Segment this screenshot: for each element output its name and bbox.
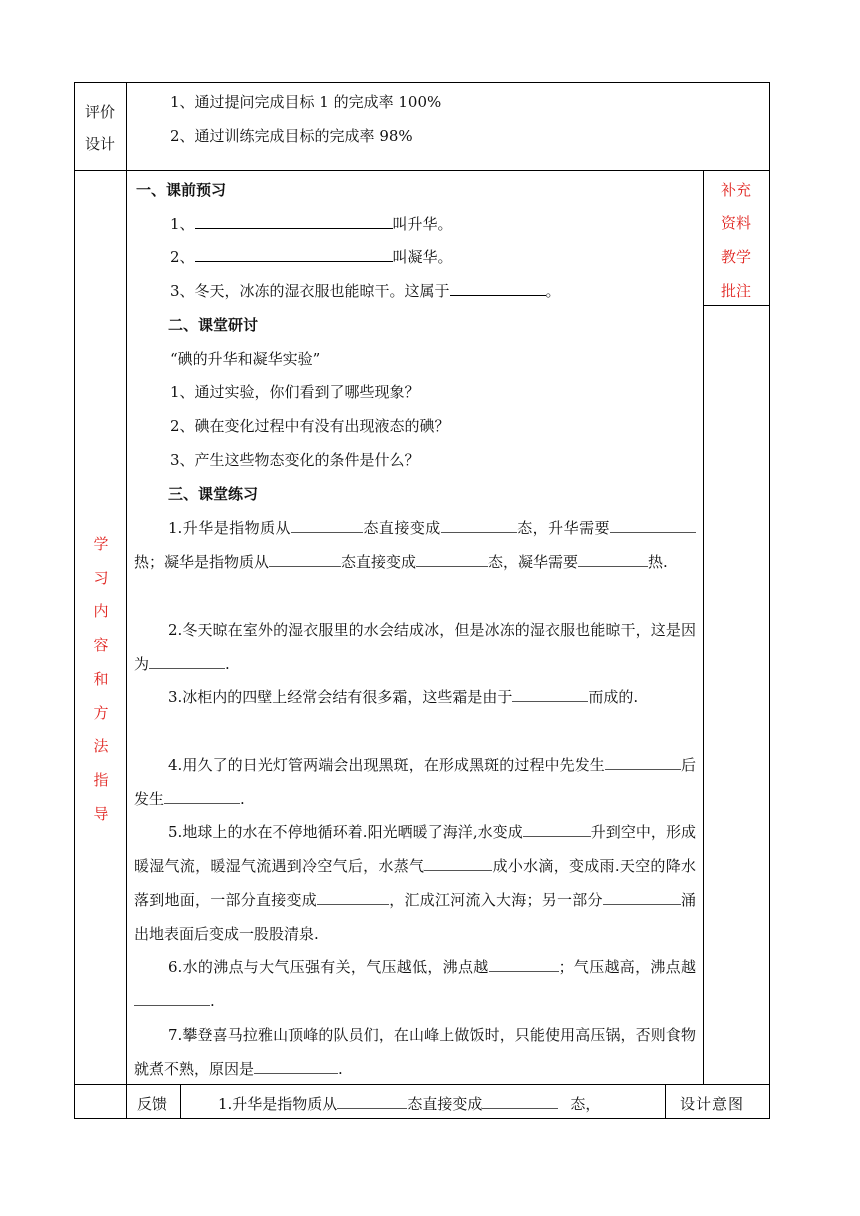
exercise-7: 7.攀登喜马拉雅山顶峰的队员们，在山峰上做饭时，只能使用高压锅，否则食物就煮不熟，原因是 . (134, 1026, 696, 1078)
notes-label-annotation: 批注 (721, 282, 752, 300)
answer-blank[interactable] (603, 888, 681, 905)
side-label-char: 习 (93, 569, 109, 587)
answer-blank[interactable] (291, 516, 363, 533)
section2-heading: 二、课堂研讨 (168, 316, 259, 334)
answer-blank[interactable] (149, 652, 225, 669)
preview-q2: 2、 叫凝华。 (170, 248, 453, 266)
answer-blank[interactable] (441, 516, 517, 533)
feedback-label: 反馈 (137, 1095, 168, 1113)
answer-blank[interactable] (610, 516, 696, 533)
feedback-text: 1.升华是指物质从 态直接变成 态， (218, 1095, 601, 1113)
side-label-char: 方 (93, 704, 109, 722)
side-label-char: 法 (93, 737, 109, 755)
answer-blank[interactable] (254, 1057, 338, 1074)
section3-heading: 三、课堂练习 (168, 485, 259, 503)
eval-label-line1: 评价 (85, 103, 116, 121)
preview-q1: 1、 叫升华。 (170, 215, 453, 233)
answer-blank[interactable] (578, 550, 648, 567)
side-label-char: 导 (93, 805, 109, 823)
answer-blank[interactable] (489, 955, 559, 972)
side-label-char: 内 (93, 602, 109, 620)
answer-blank[interactable] (317, 888, 389, 905)
eval-label-line2: 设计 (85, 135, 116, 153)
exercise-2: 2.冬天晾在室外的湿衣服里的水会结成冰，但是冰冻的湿衣服也能晾干，这是因为 . (134, 621, 696, 673)
side-label-char: 学 (93, 535, 109, 553)
exercise-4: 4.用久了的日光灯管两端会出现黑斑，在形成黑斑的过程中先发生 后发生 . (134, 748, 696, 816)
side-label-char: 和 (93, 670, 109, 688)
answer-blank[interactable] (523, 820, 591, 837)
answer-blank[interactable] (337, 1094, 407, 1109)
answer-blank[interactable] (134, 989, 210, 1006)
preview-q3: 3、冬天，冰冻的湿衣服也能晾干。这属于 。 (170, 282, 561, 300)
row-divider-eval (74, 170, 770, 171)
answer-blank[interactable] (450, 281, 546, 296)
eval-item-1: 1、通过提问完成目标 1 的完成率 100% (170, 93, 442, 111)
table-border-left (74, 82, 75, 1119)
side-label-char: 容 (93, 636, 109, 654)
discussion-q2: 2、碘在变化过程中有没有出现液态的碘？ (170, 417, 450, 435)
table-border-right (769, 82, 770, 1119)
col-divider-notes (703, 170, 704, 1084)
notes-label-supplement: 补充 (721, 181, 752, 199)
col-divider-feedback-1 (180, 1084, 181, 1119)
col-divider-feedback-2 (665, 1084, 666, 1119)
section1-heading: 一、课前预习 (136, 181, 227, 199)
exercise-5: 5.地球上的水在不停地循环着.阳光晒暖了海洋,水变成 升到空中，形成暖湿气流，暖湿气流遇到冷空气后，水蒸气 成小水滴，变成雨.天空的降水落到地面，一部分直接变成 ，汇成江河流入大海；另一部分 涌出地表面后变成一股股清泉. (134, 815, 696, 951)
design-intent-label: 设计意图 (680, 1095, 745, 1113)
answer-blank[interactable] (195, 214, 393, 229)
notes-cell-divider (703, 305, 770, 306)
answer-blank[interactable] (605, 753, 681, 770)
answer-blank[interactable] (416, 550, 488, 567)
col-divider-label (126, 82, 127, 1119)
eval-item-2: 2、通过训练完成目标的完成率 98% (170, 127, 413, 145)
answer-blank[interactable] (424, 854, 492, 871)
discussion-q1: 1、通过实验，你们看到了哪些现象？ (170, 383, 420, 401)
answer-blank[interactable] (164, 787, 240, 804)
experiment-title: “碘的升华和凝华实验” (170, 350, 321, 368)
table-border-top (74, 82, 770, 83)
answer-blank[interactable] (512, 685, 588, 702)
discussion-q3: 3、产生这些物态变化的条件是什么？ (170, 451, 420, 469)
answer-blank[interactable] (269, 550, 341, 567)
answer-blank[interactable] (195, 247, 393, 262)
exercise-6: 6.水的沸点与大气压强有关，气压越低，沸点越 ；气压越高，沸点越. (134, 950, 696, 1018)
notes-label-teaching: 教学 (721, 248, 752, 266)
side-label-char: 指 (93, 771, 109, 789)
notes-label-materials: 资料 (721, 214, 752, 232)
answer-blank[interactable] (482, 1094, 558, 1109)
exercise-1: 1.升华是指物质从 态直接变成 态，升华需要热；凝华是指物质从 态直接变成 态，凝华需要 热. (134, 511, 696, 579)
exercise-3: 3.冰柜内的四壁上经常会结有很多霜，这些霜是由于 而成的. (134, 680, 696, 714)
